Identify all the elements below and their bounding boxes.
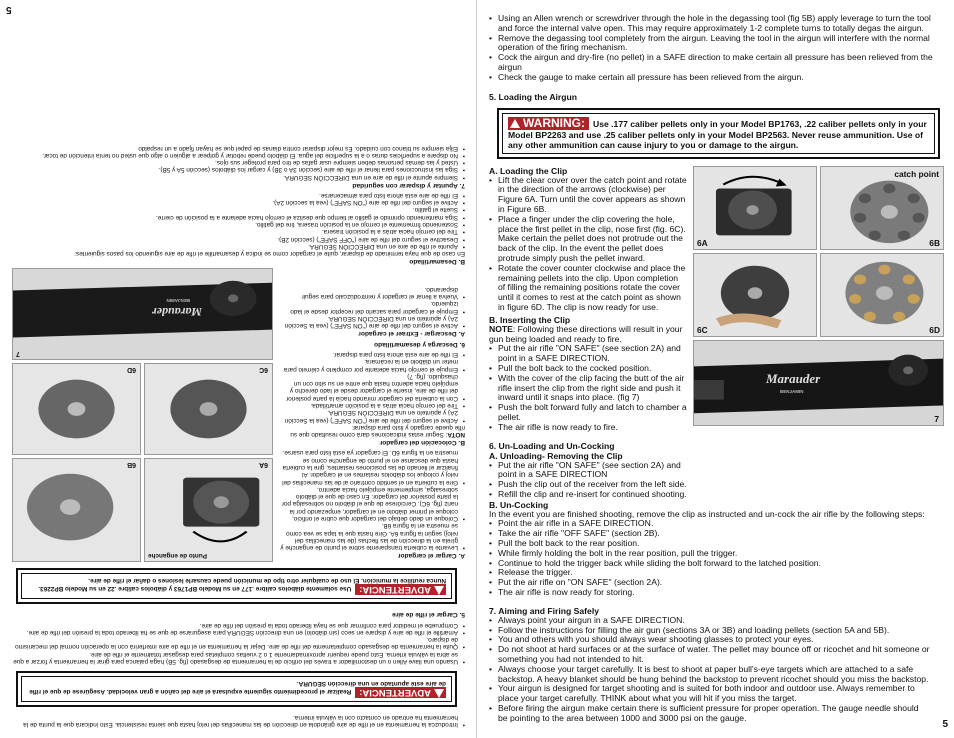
list-item: • El rifle de aire está ahora listo para almacenarse. [12, 192, 465, 199]
warning-label: WARNING: [508, 117, 589, 130]
figure-label: 6B [929, 237, 940, 248]
list-item: • Release the trigger. [489, 568, 944, 578]
warning-triangle-icon [434, 689, 444, 698]
catch-point-label: catch point [894, 168, 939, 179]
list-item: • Siga manteniendo oprimido el gatillo al tiempo que desliza el cerrojo hacia adelante a la posición de cierre. [12, 213, 465, 220]
section-7-heading: 7. Aiming and Firing Safely [489, 605, 599, 616]
figures-column [693, 166, 944, 433]
list-item: • Desactive el seguro del rifle de aire ("OFF SAFE") (sección 2B). [12, 235, 465, 242]
list-item: • Introduzca la herramienta en el rifle de aire girándola en dirección de las manecillas del reloj hasta que sienta resistencia. Esto indicará que la punta de la herramienta ha entrado en contacto con la válvula interna. [12, 713, 465, 728]
es-uncocking-intro: En caso de que haya terminado de disparar, quite el cargador como se indica y desamartille el rifle de aire siguiendo los pasos siguientes: [74, 250, 465, 258]
list-item: • El rifle de aire está ahora listo para disparar. [279, 351, 465, 358]
list-item: • Place a finger under the clip covering the hole, place the first pellet in the clip, nose first (fig. 6C). Make certain the pellet does not protrude out the back of the clip. In the event the pellet does protrude simply push the pellet inward. [489, 215, 687, 264]
list-item: • Continue to hold the trigger back while sliding the bolt forward to the latched position. [489, 559, 944, 569]
es-section-6-heading: 6. Descarga y desamartillado [374, 340, 465, 348]
list-item: • Active el seguro del rifle de aire ("ON SAFE") (vea la Sección 2A) y apúntelo en una DIRECCIÓN SEGURA. [279, 409, 465, 424]
list-item: • Refill the clip and re-insert for continued shooting. [489, 490, 699, 500]
page-number: 5 [942, 719, 948, 730]
clip-loaded-icon [821, 254, 943, 336]
uncocking-intro: In the event you are finished shooting, remove the clip as instructed and un-cock the air rifle by the following steps: [489, 508, 925, 519]
list-item: • You and others with you should always wear shooting glasses to protect your eyes. [489, 635, 930, 645]
list-item: • Pull the bolt back to the rear position. [489, 539, 944, 549]
english-page [477, 0, 954, 738]
figure-6b [820, 166, 944, 250]
rifle-brand-sub: BENJAMIN [780, 388, 804, 394]
figure-label: 7 [16, 350, 20, 358]
clip-diagram-icon [13, 364, 140, 454]
catch-point-label: Punto de enganche [148, 552, 207, 560]
figure-label: 6D [127, 366, 136, 374]
rifle-brand: Marauder [766, 370, 821, 386]
es-degas-bullets [12, 621, 465, 665]
figure-label: 6C [259, 366, 268, 374]
figure-7 [693, 340, 944, 426]
list-item: • No dispare a superficies duras o a la superficie del agua. El diábolo puede rebotar y golpear a alguien o algo que usted no tenía intención de tocar. [12, 152, 465, 159]
list-item: • Amartille el rifle de aire y dispare en seco (sin diábolo) en una dirección SEGURA para asegurarse de que se ha liberado toda la presión del rifle de aire. [12, 629, 465, 636]
list-item: • Empuje el cargador para sacarlo del receptor desde el lado izquierdo. [279, 300, 465, 315]
list-item: • Point the air rifle in a SAFE DIRECTION. [489, 519, 944, 529]
list-item: • Sosteniendo firmemente el cerrojo en la posición trasera, tire del gatillo. [12, 221, 465, 228]
list-item: • Active el seguro del rifle de aire ("ON SAFE") (vea la Sección 2A) y apúntelo en una DIRECCIÓN SEGURA. [279, 315, 465, 330]
loading-two-column-area [489, 166, 944, 433]
section-6b-heading: B. Un-Cocking [489, 499, 549, 510]
list-item: • Using an Allen wrench or screwdriver through the hole in the degassing tool (fig 5B) apply leverage to turn the tool and force the internal valve open. This may require approximately 1-2 complete turns to totally degas the airgun. [489, 14, 944, 34]
list-item: • Con la cubierta del cargador mirando hacia la parte posterior del rifle de aire, inserte el cargador desde el lado derecho y empújelo hacia adentro hasta que entre en su sitio con un chasquido. (fig. 7) [279, 373, 465, 402]
es-figures-column [12, 268, 273, 562]
warning-label: ADVERTENCIA: [355, 687, 446, 698]
list-item: • Your airgun is designed for target shooting and is suited for both indoor and outdoor use. Always remember to place your target carefully. THINK about what you will hit if you miss the target. [489, 684, 930, 704]
list-item: • Active el seguro del rifle de aire ("ON SAFE") (vea la sección 2A). [12, 199, 465, 206]
list-item: • The air rifle is now ready for storing. [489, 588, 944, 598]
list-item: • Always choose your target carefully. It is best to shoot at paper bull's-eye targets which are attached to a safe backstop. A heavy blanket should be hung behind the backstop to prevent ricochet should you miss the backstop. [489, 665, 930, 685]
list-item: • Remove the degassing tool completely from the airgun. Leaving the tool in the airgun will interfere with the normal operation of the firing mechanism. [489, 34, 944, 54]
list-item: • Quite la herramienta de desgasado completamente del rifle de aire. Dejar la herramienta en el rifle de aire interferirá con la operación normal del mecanismo de disparo. [12, 636, 465, 651]
rifle-brand: Marauder [151, 305, 202, 320]
list-item: • With the cover of the clip facing the butt of the air rifle insert the clip from the right side and push it inward until it snaps into place. (fig 7) [489, 374, 687, 403]
list-item: • Coloque un dedo debajo del cargador que cubre el orificio, coloque el primer diábolo en el cargador, empezando por la nariz (fig. 6C). Cerciórese de que el diábolo no sobresalga por la parte posterior del cargador. En caso de que el diábolo sobresalga, simplemente empújelo hacia adentro. [279, 486, 465, 522]
es-figure-6d [12, 363, 141, 455]
figure-label: 6A [697, 237, 708, 248]
list-item: • Pull the bolt back to the cocked position. [489, 364, 687, 374]
es-section-6a-heading: A. Descargar - Extraer el cargador [358, 329, 465, 337]
section-6-heading: 6. Un-Loading and Un-Cocking [489, 440, 615, 451]
clip-diagram-icon [13, 459, 140, 561]
section-5-heading: 5. Loading the Airgun [489, 91, 578, 102]
list-item: • While firmly holding the bolt in the rear position, pull the trigger. [489, 549, 944, 559]
figure-label: 6B [127, 461, 136, 469]
list-item: • Take the air rifle "OFF SAFE" (section 2B). [489, 529, 944, 539]
list-item: • Siempre apunte el rifle de aire en una DIRECCIÓN SEGURA. [12, 173, 465, 180]
figure-6c [693, 253, 817, 337]
warning-label: ADVERTENCIA: [355, 584, 446, 595]
list-item: • Gire la cubierta en el sentido contrario al de las manecillas del reloj y coloque los diábolos restantes en el cargador. Al finalizar el llenado de las posiciones restantes, gire la cubierta hasta que descanse en el punto de enganche como se muestra en la figura 6D. El cargador ya está listo para usarse. [279, 449, 465, 485]
list-item: • Elija siempre su blanco con cuidado. Es mejor disparar contra dianas de papel que se hayan fijado a un respaldo [12, 144, 465, 151]
list-item: • Push the bolt forward fully and latch to chamber a pellet. [489, 403, 687, 423]
list-item: • Apunte el rifle de aire en una DIRECCIÓN SEGURA. [12, 243, 465, 250]
list-item: • Usted y las demás personas deben siempre usar gafas de tiro para proteger sus ojos. [12, 159, 465, 166]
list-item: • Do not shoot at hard surfaces or at the surface of water. The pellet may bounce off or ricochet and hit someone or something you had not intended to hit. [489, 645, 930, 665]
warning-triangle-icon [510, 119, 520, 128]
es-figure-6a [144, 458, 273, 562]
section-5b-heading: B. Inserting the Clip [489, 314, 571, 325]
clip-rotation-icon [694, 167, 816, 249]
intro-bullets [489, 14, 944, 83]
warning-box: WARNING: Use .177 caliber pellets only in your Model BP1763, .22 caliber pellets only in your Model BP2263 and use .25 caliber pellets only in your Model BP2563. Never reuse ammunition. Use of any other ammunition can cause injury to you or damage to the airgun. [497, 108, 940, 159]
list-item: • Check the gauge to make certain all pressure has been relieved from the airgun. [489, 73, 944, 83]
list-item: • Usando una llave Allen o un destornillador a través del orificio de la herramienta de desgasado (fig. 5B) haga palanca para girar la herramienta y forzar a que se abra la válvula interna. Esto puede requerir aproximadamente 1 o 2 vueltas completas para desgasar totalmente el rifle de aire. [12, 650, 465, 665]
list-item: • Cock the airgun and dry-fire (no pellet) in a SAFE direction to make certain all pressure has been relieved from the airgun [489, 53, 944, 73]
list-item: • Empuje el cerrojo hacia adelante por completo y ciérrelo para meter un diábolo en la recámara. [279, 358, 465, 373]
es-section-5b-heading: B. Colocación del cargador [379, 439, 465, 447]
es-section-7-heading: 7. Apuntar y disparar con seguridad [352, 181, 465, 189]
es-figure-7 [12, 268, 273, 360]
section-5a-heading: A. Loading the Clip [489, 165, 568, 176]
clip-cover-open-icon [821, 167, 943, 249]
figure-6a [693, 166, 817, 250]
es-section-6b-heading: B. Desamartillado [409, 258, 465, 266]
list-item: • Follow the instructions for filling the air gun (sections 3A or 3B) and loading pellets (section 5A and 5B). [489, 626, 930, 636]
list-item: • Put the air rifle "ON SAFE" (see section 2A) and point in a SAFE DIRECTION [489, 461, 699, 481]
page-number: 5 [6, 4, 12, 15]
figure-label: 7 [934, 413, 939, 424]
es-warning-box-2: ADVERTENCIA:Use solamente diábolos calibre .177 en su Modelo BP1763 y diábolos calibre .22 en su Modelo BP2263. Nunca reutilice la munición. El uso de cualquier otro tipo de munición puede causarle lesiones o dañar el rifle de aire. [16, 568, 457, 604]
list-item: • Lift the clear cover over the catch point and rotate in the direction of the arrows (clockwise) per Figure 6A. Turn until the cover appears as shown in Figure 6B. [489, 176, 687, 215]
list-item: • Put the air rifle on "ON SAFE" (section 2A). [489, 578, 944, 588]
section-6a-heading: A. Unloading- Removing the Clip [489, 450, 623, 461]
list-item: • The air rifle is now ready to fire. [489, 423, 687, 433]
list-item: • Tire del cerrojo hacia atrás a la posición trasera. [12, 228, 465, 235]
list-item: • Levante la cubierta transparente sobre el punto de enganche y gírela en la dirección de las flechas (de las manecillas del reloj) según la figura 6A. Gire hasta que la tapa se vea como se muestra en la figura 6B. [279, 522, 465, 551]
warning-triangle-icon [434, 586, 444, 595]
list-item: • Always point your airgun in a SAFE DIRECTION. [489, 616, 930, 626]
list-item: • Compruebe el medidor para confirmar que se haya liberado toda la presión del rifle de aire. [12, 621, 465, 628]
list-item: • Push the clip out of the receiver from the left side. [489, 480, 699, 490]
es-two-column-area [12, 268, 465, 562]
figure-label: 6A [259, 461, 268, 469]
list-item: • Siga las instrucciones para llenar el rifle de aire (sección 3A o 3B) y cargar los diábolos (sección 5A y 5B). [12, 166, 465, 173]
es-figure-6b [12, 458, 141, 562]
clip-diagram-icon [145, 364, 272, 454]
clip-pellet-icon [694, 254, 816, 336]
list-item: • Rotate the cover counter clockwise and place the remaining pellets into the clip. Upon completion of filling the remaining positions rotate the cover until it comes to rest at the catch point as shown in figure 6D. The clip is now ready for use. [489, 264, 687, 313]
es-section-5-heading: 5. Cargar el rifle de aire [392, 611, 465, 619]
rifle-receiver-icon [13, 269, 272, 359]
figure-label: 6D [929, 324, 940, 335]
es-intro-bullets [12, 713, 465, 728]
figure-6d [820, 253, 944, 337]
es-warning-box-1: ADVERTENCIA:Realizar el procedimiento siguiente expulsará el aire del cañón a gran velocidad. Asegúrese de que el rifle de aire esté apuntado en una dirección SEGURA. [16, 671, 457, 707]
list-item: • Suelte el gatillo. [12, 206, 465, 213]
list-item: • Tire del cerrojo hacia atrás a la posición amartillada. [279, 402, 465, 409]
es-section-5a-heading: A. Cargar el cargador [397, 552, 465, 560]
figure-label: 6C [697, 324, 708, 335]
es-note: NOTA: Seguir estas indicaciones dará como resultado que su rifle quede cargado y listo para disparar. [290, 423, 465, 439]
clip-diagram-icon [145, 459, 272, 561]
rifle-brand-sub: BENJAMIN [166, 298, 190, 304]
list-item: • Before firing the airgun make certain there is sufficient pressure for proper operation. The gauge needle should be pointing to the area between 1000 and 3000 psi on the gauge. [489, 704, 930, 724]
list-item: • Put the air rifle "ON SAFE" (see section 2A) and point in a SAFE DIRECTION. [489, 344, 687, 364]
list-item: • Vuelva a llenar el cargador y reintrodúzcalo para seguir disparando. [279, 285, 465, 300]
note-text: NOTE: Following these directions will result in your gun being loaded and ready to fire. [489, 323, 683, 344]
es-figure-6c [144, 363, 273, 455]
